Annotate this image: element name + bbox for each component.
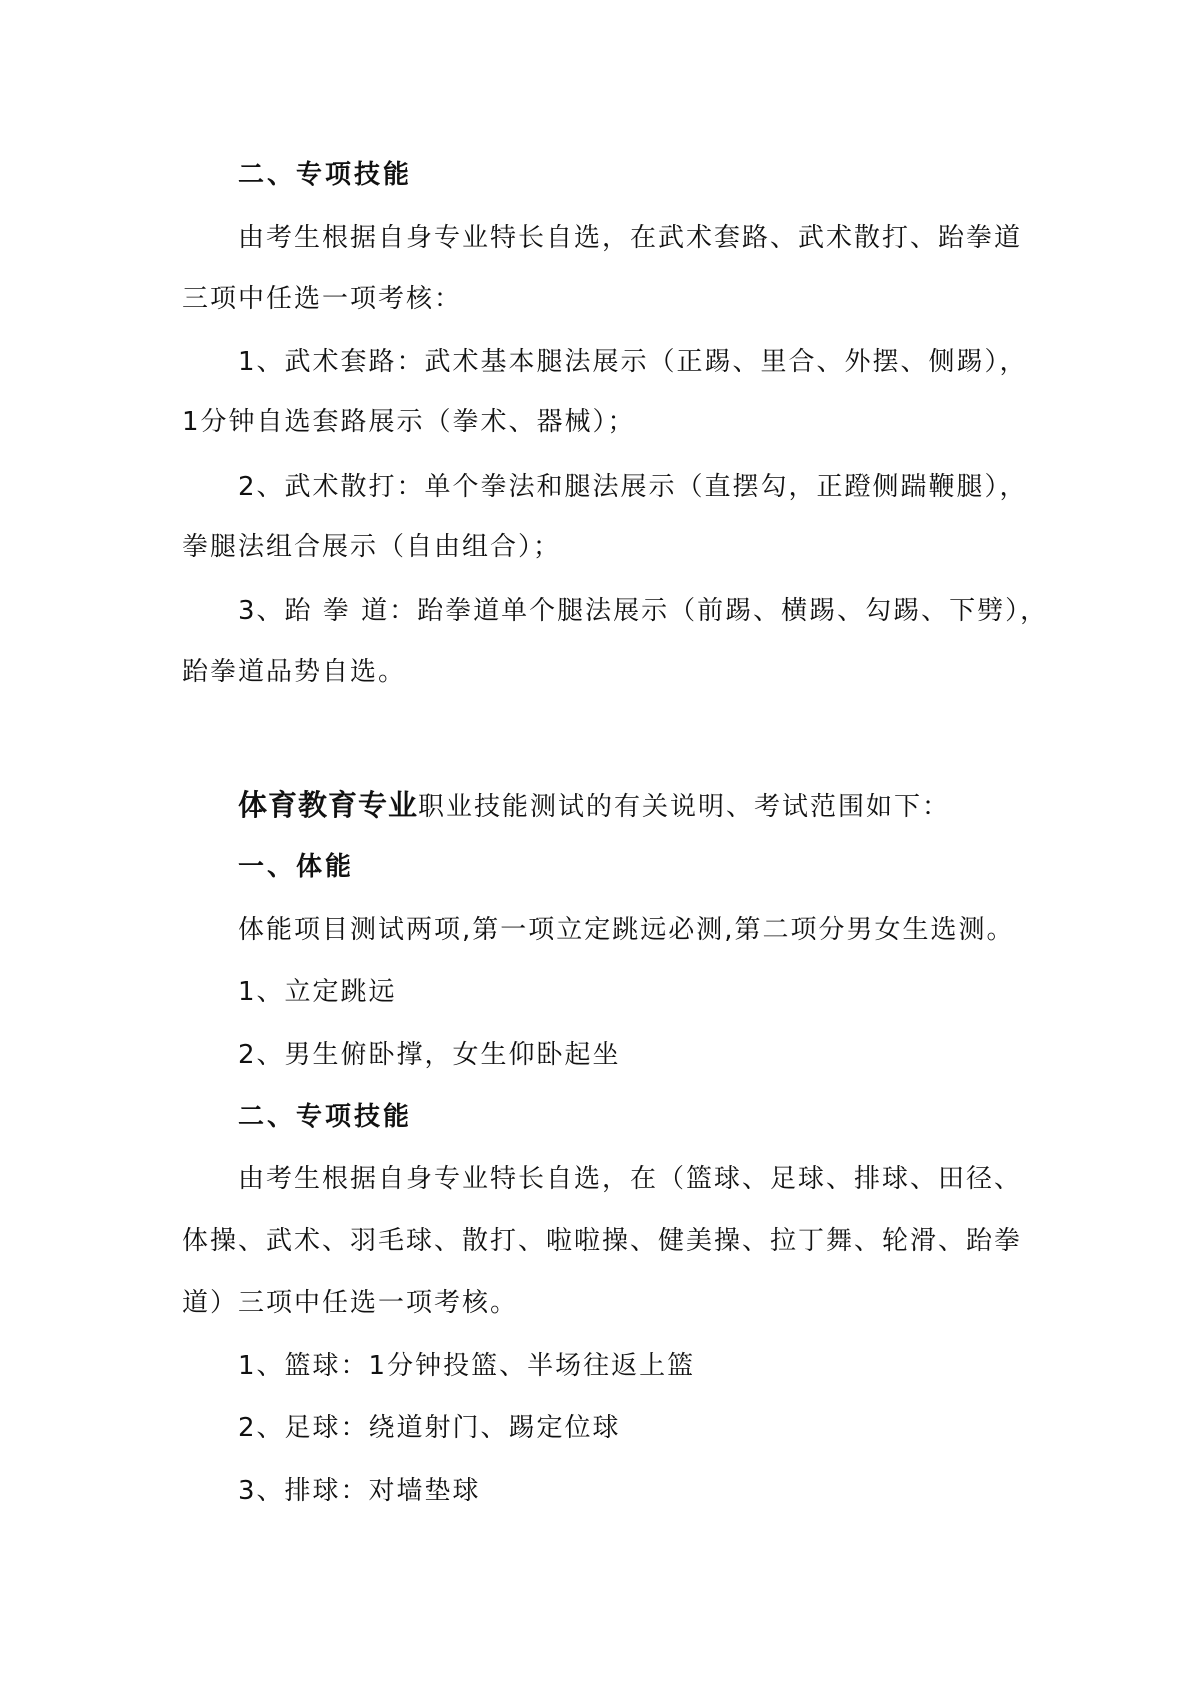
list-item-line: 2、武术散打：单个拳法和腿法展示（直摆勾，正蹬侧踹鞭腿）， xyxy=(238,472,1028,502)
major-title-rest: 职业技能测试的有关说明、考试范围如下： xyxy=(418,792,951,822)
list-item-line: 拳腿法组合展示（自由组合）； xyxy=(182,532,562,562)
major-title-line xyxy=(238,788,950,824)
list-item-line: 1、篮球：1分钟投篮、半场往返上篮 xyxy=(238,1351,696,1381)
paragraph-line: 体操、武术、羽毛球、散打、啦啦操、健美操、拉丁舞、轮滑、跆拳 xyxy=(182,1226,1023,1256)
list-item-line: 1、武术套路：武术基本腿法展示（正踢、里合、外摆、侧踢）， xyxy=(238,347,1028,377)
list-item-line: 1分钟自选套路展示（拳术、器械）； xyxy=(182,407,636,437)
section-heading-special-skills: 二、专项技能 xyxy=(238,1102,413,1132)
section-heading-special-skills: 二、专项技能 xyxy=(238,160,413,190)
list-item-line: 2、足球：绕道射门、踢定位球 xyxy=(238,1413,621,1443)
paragraph-line: 道）三项中任选一项考核。 xyxy=(182,1288,519,1318)
paragraph-line: 由考生根据自身专业特长自选，在武术套路、武术散打、跆拳道 xyxy=(238,223,1023,253)
section-heading-fitness: 一、体能 xyxy=(238,852,355,882)
list-item-line: 3、跆 拳 道：跆拳道单个腿法展示（前踢、横踢、勾踢、下劈）， xyxy=(238,596,1049,626)
list-item-line: 2、男生俯卧撑，女生仰卧起坐 xyxy=(238,1040,621,1070)
paragraph-line: 三项中任选一项考核： xyxy=(182,284,463,314)
list-item-line: 跆拳道品势自选。 xyxy=(182,657,407,687)
major-title: 体育教育专业 xyxy=(238,788,419,822)
list-item-line: 3、排球：对墙垫球 xyxy=(238,1476,481,1506)
paragraph-line: 体能项目测试两项,第一项立定跳远必测,第二项分男女生选测。 xyxy=(238,915,1015,945)
list-item-line: 1、立定跳远 xyxy=(238,977,397,1007)
paragraph-line: 由考生根据自身专业特长自选，在（篮球、足球、排球、田径、 xyxy=(238,1164,1023,1194)
